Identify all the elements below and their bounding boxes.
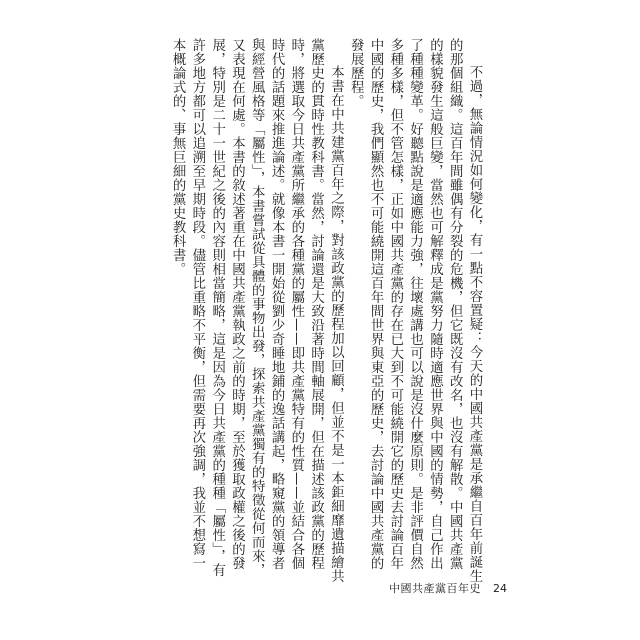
paragraph-1: 不過，無論情況如何變化，有一點不容置疑：今天的中國共產黨是承繼自百年前誕生的那個組織。這百年間雖偶有分裂的危機，但它既沒有改名，也沒有解散。中國共產黨的樣貌發生這般巨變，當然也可解釋成是黨努力隨時適應世界與中國的情勢，自己作出了種種變革。好聽點說是適應能力強，往壞處講也可以說是沒什麼原則。是非評價自然多種多樣，但不管怎樣，正如中國共產黨的存在已大到不可能繞開它的歷史去討論百年中國的歷史，我們顯然也不可能繞開這百年間世界與東亞的歷史，去討論中國共產黨的發展歷程。 bbox=[348, 38, 482, 583]
running-title: 中國共產黨百年史 bbox=[389, 582, 481, 595]
page-number: 24 bbox=[493, 582, 507, 595]
body-text bbox=[144, 38, 484, 583]
paragraph-2: 本書在中共建黨百年之際，對該政黨的歷程加以回顧，但並不是一本鉅細靡遺描繪共黨歷史的貫時性教科書。當然，討論還是大致沿著時間軸展開，但在描述該政黨的歷程時，將選取今日共產黨所繼承的各種黨的屬性——即共產黨特有的性質——並結合各個時代的話題來推進論述。就像本書一開始從劉少奇睡地鋪的逸話講起，略窺黨的領導者與經營風格等「屬性」，本書嘗試從具體的事物出發，探索共產黨獨有的特徵從何而來，又表現在何處。本書的敘述著重在中國共產黨執政之前的時期，至於獲取政權之後的發展，特別是二十一世紀之後的內容則相當簡略，這是因為今日共產黨的種種「屬性」，有許多地方都可以追溯至早期時段。儘管比重略不平衡，但需要再次強調，我並不想寫一本概論式的、事無巨細的黨史教科書。 bbox=[170, 38, 344, 583]
page-footer bbox=[389, 580, 509, 598]
